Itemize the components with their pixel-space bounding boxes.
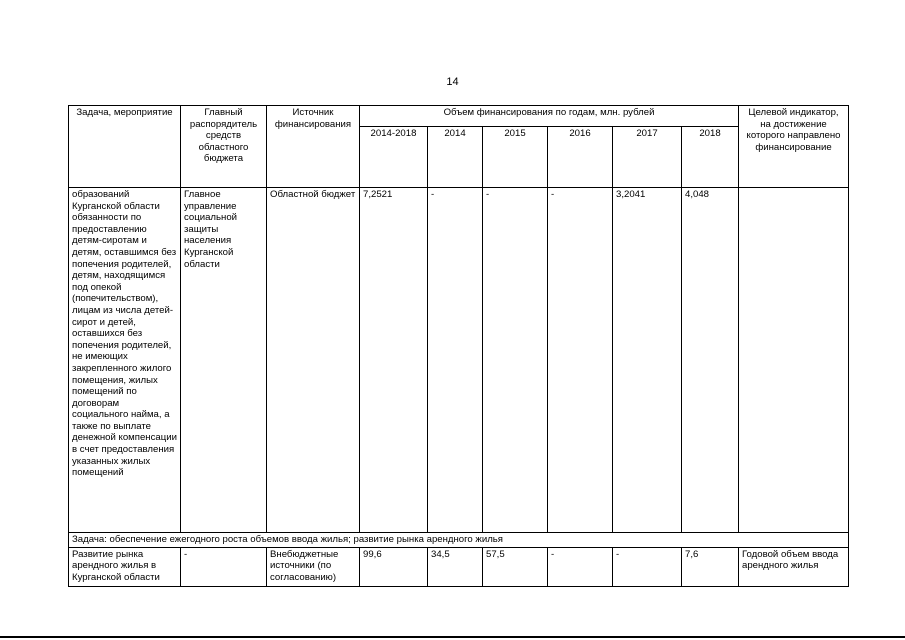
cell-source: Внебюджетные источники (по согласованию)	[267, 547, 360, 586]
cell-value-2014-2018: 99,6	[360, 547, 428, 586]
header-year-2018: 2018	[682, 127, 739, 188]
header-source: Источник финансирования	[267, 106, 360, 188]
header-year-2017: 2017	[613, 127, 682, 188]
cell-distributor: -	[181, 547, 267, 586]
header-row	[69, 106, 849, 127]
cell-value-2014: -	[428, 188, 483, 533]
cell-distributor: Главное управление социальной защиты населения Курганской области	[181, 188, 267, 533]
cell-indicator	[739, 188, 849, 533]
header-year-2016: 2016	[548, 127, 613, 188]
cell-task: образований Курганской области обязанности по предоставлению детям-сиротам и детям, оставшимся без попечения родителей, детям, находящимся под опекой (попечительством), лицам из числа детей-сирот и детей, оставшихся без попечения родителей, не имеющих закрепленного жилого помещения, жилых помещений по договорам социального найма, а также по выплате денежной компенсации в счет предоставления указанных жилых помещений	[69, 188, 181, 533]
cell-value-2015: -	[483, 188, 548, 533]
cell-value-2017: -	[613, 547, 682, 586]
cell-value-2016: -	[548, 188, 613, 533]
header-volume: Объем финансирования по годам, млн. рублей	[360, 106, 739, 127]
bottom-rule	[0, 636, 905, 638]
cell-value-2014: 34,5	[428, 547, 483, 586]
header-distributor: Главный распорядитель средств областного бюджета	[181, 106, 267, 188]
section-row	[69, 533, 849, 548]
table-row	[69, 188, 849, 533]
cell-value-2016: -	[548, 547, 613, 586]
cell-indicator: Годовой объем ввода арендного жилья	[739, 547, 849, 586]
table-row	[69, 547, 849, 586]
financing-table	[68, 105, 849, 587]
section-title: Задача: обеспечение ежегодного роста объемов ввода жилья; развитие рынка арендного жилья	[69, 533, 849, 548]
header-task: Задача, мероприятие	[69, 106, 181, 188]
cell-value-2018: 7,6	[682, 547, 739, 586]
cell-source: Областной бюджет	[267, 188, 360, 533]
header-year-2014: 2014	[428, 127, 483, 188]
header-year-2015: 2015	[483, 127, 548, 188]
cell-value-2018: 4,048	[682, 188, 739, 533]
cell-value-2015: 57,5	[483, 547, 548, 586]
cell-value-2017: 3,2041	[613, 188, 682, 533]
cell-value-2014-2018: 7,2521	[360, 188, 428, 533]
cell-task: Развитие рынка арендного жилья в Курганской области	[69, 547, 181, 586]
page-number: 14	[446, 76, 459, 88]
header-indicator: Целевой индикатор, на достижение которого направлено финансирование	[739, 106, 849, 188]
header-year-2014-2018: 2014-2018	[360, 127, 428, 188]
